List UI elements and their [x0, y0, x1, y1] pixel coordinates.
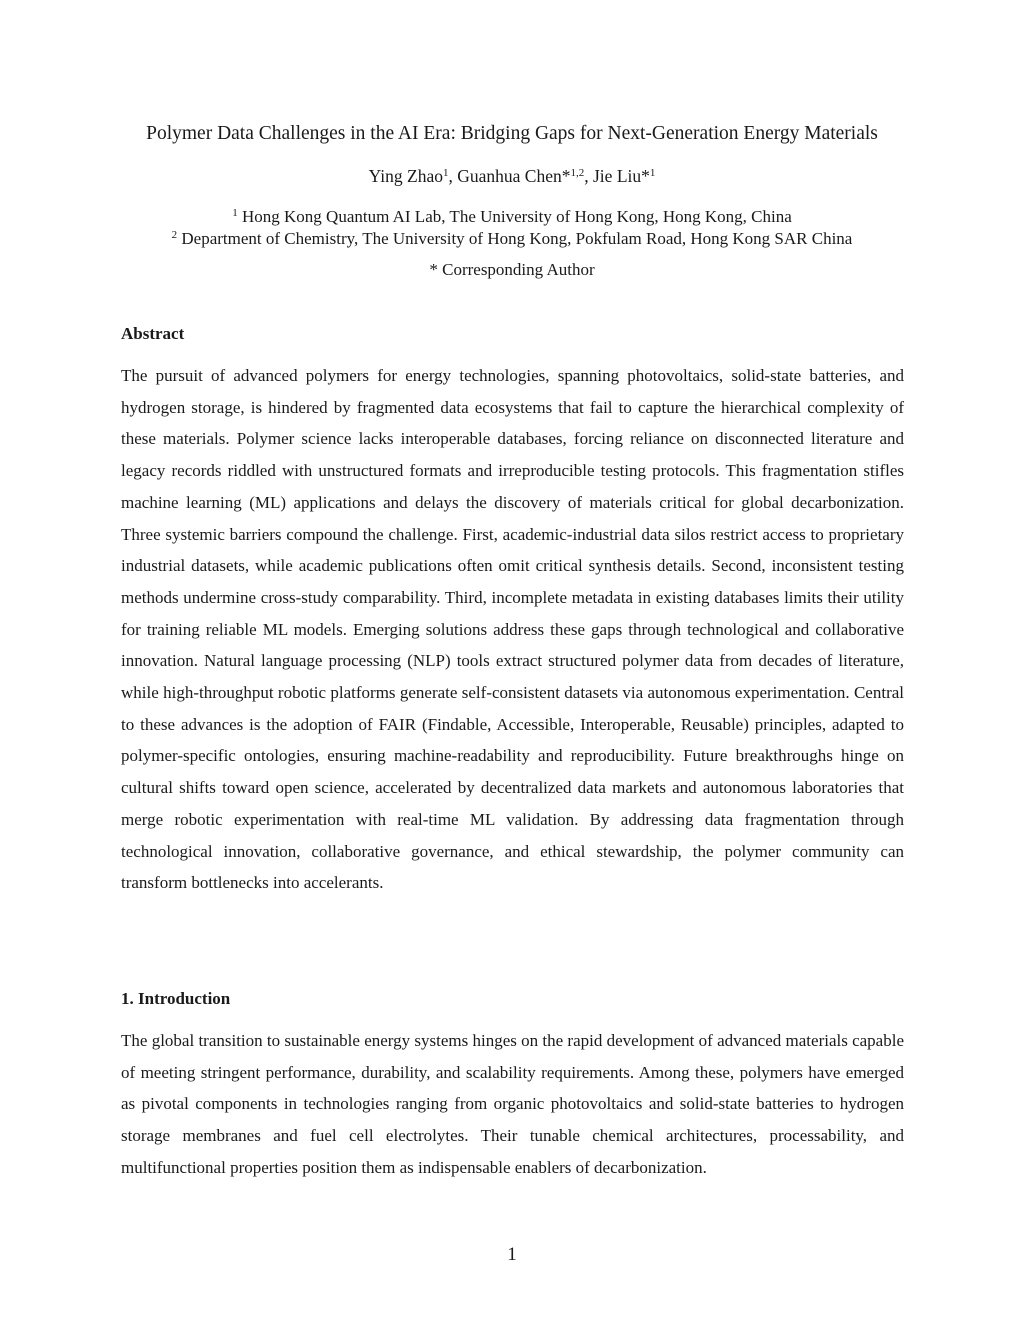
affiliation-2 — [0, 228, 1024, 250]
affiliation-mark: 2 — [171, 229, 178, 241]
abstract-heading: Abstract — [121, 324, 185, 343]
author-list — [0, 164, 1024, 188]
author-name: Ying Zhao — [368, 166, 443, 186]
corresponding-author-note: * Corresponding Author — [429, 260, 595, 279]
author-affiliation-mark: 1 — [649, 167, 656, 179]
abstract-body: The pursuit of advanced polymers for energy technologies, spanning photovoltaics, solid-state batteries, and hydrogen storage, is hindered by fragmented data ecosystems that fail to capture the hierarchical complexity of these materials. Polymer science lacks interoperable databases, forcing reliance on disconnected literature and legacy records riddled with unstructured formats and irreproducible testing protocols. This fragmentation stifles machine learning (ML) applications and delays the discovery of materials critical for global decarbonization. Three systemic barriers compound the challenge. First, academic-industrial data silos restrict access to proprietary industrial datasets, while academic publications often omit critical synthesis details. Second, inconsistent testing methods undermine cross-study comparability. Third, incomplete metadata in existing databases limits their utility for training reliable ML models. Emerging solutions address these gaps through technological and collaborative innovation. Natural language processing (NLP) tools extract structured polymer data from decades of literature, while high-throughput robotic platforms generate self-consistent datasets via autonomous experimentation. Central to these advances is the adoption of FAIR (Findable, Accessible, Interoperable, Reusable) principles, adapted to polymer-specific ontologies, ensuring machine-readability and reproducibility. Future breakthroughs hinge on cultural shifts toward open science, accelerated by decentralized data markets and autonomous laboratories that merge robotic experimentation with real-time ML validation. By addressing data fragmentation through technological innovation, collaborative governance, and ethical stewardship, the polymer community can transform bottlenecks into accelerants. — [121, 366, 904, 893]
author-name: Guanhua Chen* — [457, 166, 571, 186]
affiliation-text: Hong Kong Quantum AI Lab, The University of Hong Kong, Hong Kong, China — [237, 207, 792, 226]
author-separator: , — [448, 166, 458, 186]
affiliation-1 — [0, 206, 1024, 228]
author-affiliation-mark: 1,2 — [570, 167, 585, 179]
author-name: Jie Liu* — [593, 166, 650, 186]
affiliation-mark: 1 — [232, 207, 238, 219]
author-separator: , — [584, 166, 593, 186]
author-affiliation-mark: 1 — [443, 167, 449, 179]
introduction-heading: 1. Introduction — [121, 989, 231, 1008]
introduction-body: The global transition to sustainable energy systems hinges on the rapid development of advanced materials capable of meeting stringent performance, durability, and scalability requirements. Among these, polymers have emerged as pivotal components in technologies ranging from organic photovoltaics and solid-state batteries to hydrogen storage membranes and fuel cell electrolytes. Their tunable chemical architectures, processability, and multifunctional properties position them as indispensable enablers of decarbonization. — [121, 1031, 904, 1177]
paper-title: Polymer Data Challenges in the AI Era: Bridging Gaps for Next-Generation Energy Materials — [146, 123, 878, 144]
page-number: 1 — [507, 1244, 517, 1265]
affiliation-text: Department of Chemistry, The University of Hong Kong, Pokfulam Road, Hong Kong SAR China — [177, 229, 853, 248]
